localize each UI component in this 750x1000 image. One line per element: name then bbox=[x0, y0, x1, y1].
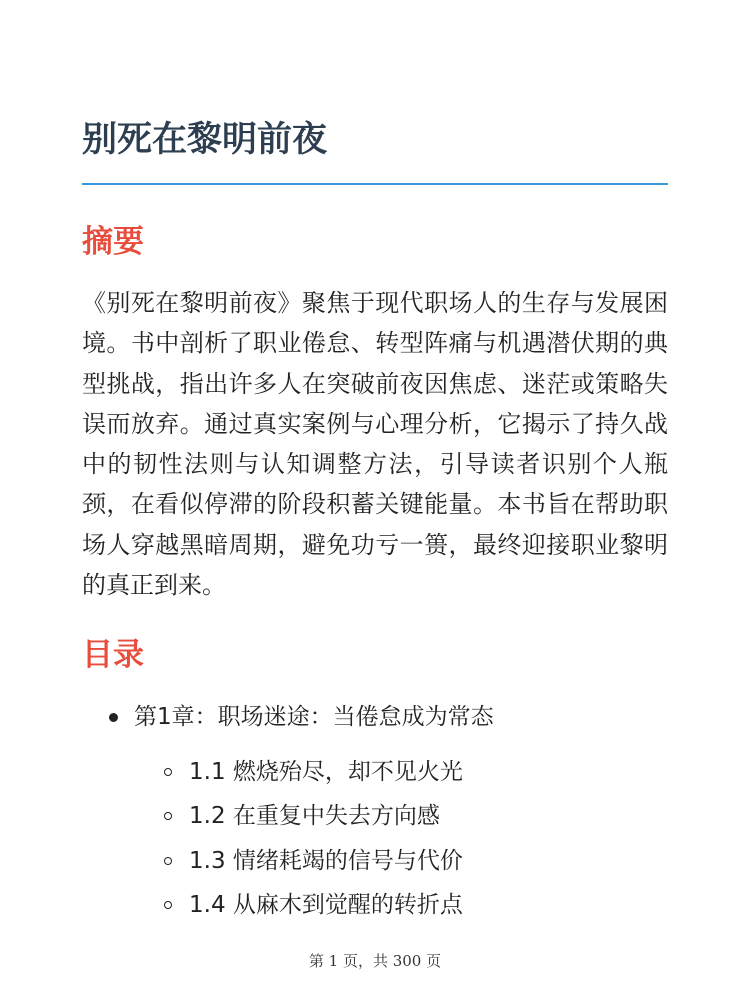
toc-section-label: 1.2 在重复中失去方向感 bbox=[189, 803, 440, 830]
toc-chapter-row[interactable] bbox=[82, 695, 668, 739]
bullet-disc-icon bbox=[109, 713, 118, 722]
toc-section-item[interactable] bbox=[82, 883, 668, 927]
bullet-circle-icon bbox=[164, 768, 172, 776]
bullet-circle-icon bbox=[164, 857, 172, 865]
toc-section-item[interactable] bbox=[82, 839, 668, 883]
toc-section-label: 1.1 燃烧殆尽，却不见火光 bbox=[189, 759, 463, 785]
toc-section-label: 1.3 情绪耗竭的信号与代价 bbox=[189, 847, 463, 874]
toc-chapter bbox=[82, 695, 668, 927]
summary-paragraph: 《别死在黎明前夜》聚焦于现代职场人的生存与发展困境。书中剖析了职业倦怠、转型阵痛与机遇潜伏期的典型挑战，指出许多人在突破前夜因焦虑、迷茫或策略失误而放弃。通过真实案例与心理分析，它揭示了持久战中的韧性法则与认知调整方法，引导读者识别个人瓶颈，在看似停滞的阶段积蓄关键能量。本书旨在帮助职场人穿越黑暗周期，避免功亏一篑，最终迎接职业黎明的真正到来。 bbox=[82, 289, 668, 600]
toc-section-label: 1.4 从麻木到觉醒的转折点 bbox=[189, 891, 463, 918]
toc-chapter-label: 第1章：职场迷途：当倦怠成为常态 bbox=[134, 704, 494, 730]
page-number-footer: 第 1 页，共 300 页 bbox=[308, 952, 442, 970]
title-divider bbox=[82, 183, 668, 185]
bullet-circle-icon bbox=[164, 901, 172, 909]
document-page bbox=[82, 0, 668, 1000]
document-title: 别死在黎明前夜 bbox=[82, 120, 328, 160]
table-of-contents bbox=[82, 695, 668, 927]
summary-heading: 摘要 bbox=[82, 224, 144, 260]
toc-section-list bbox=[82, 750, 668, 927]
toc-section-item[interactable] bbox=[82, 750, 668, 794]
toc-section-item[interactable] bbox=[82, 794, 668, 838]
toc-heading: 目录 bbox=[82, 637, 144, 673]
bullet-circle-icon bbox=[164, 812, 172, 820]
